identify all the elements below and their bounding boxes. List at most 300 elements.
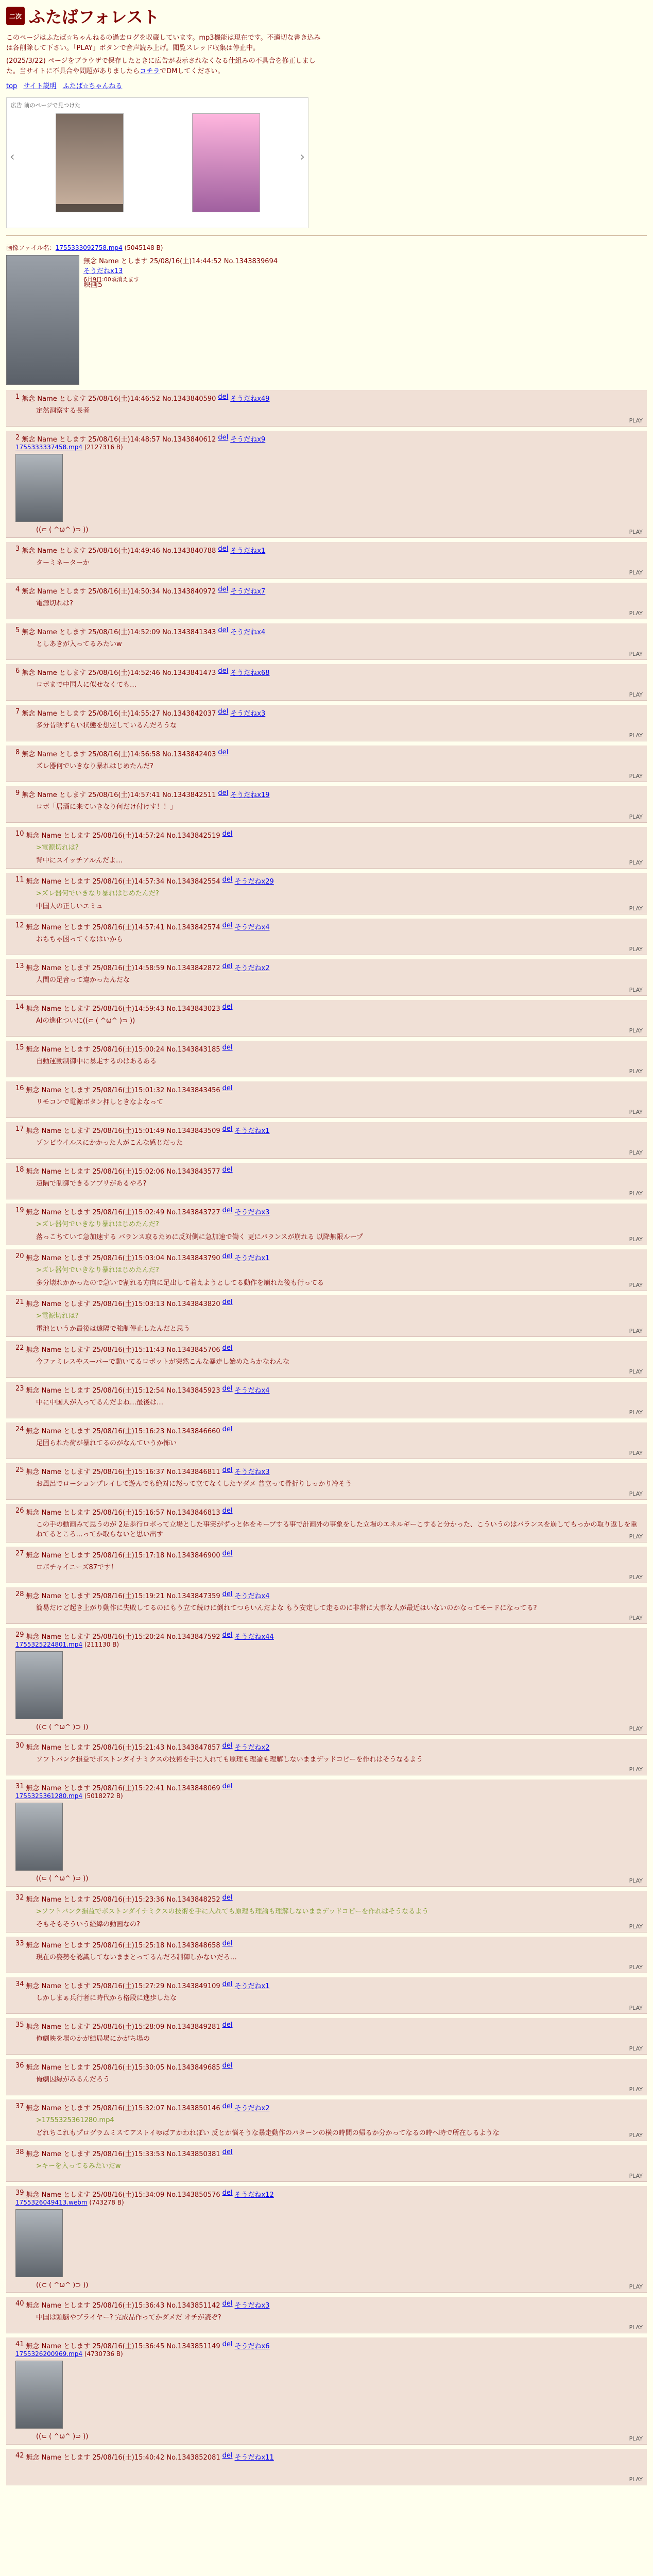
reply-header [15, 876, 642, 886]
reply-post [6, 1628, 647, 1735]
contact-link[interactable]: コチラ [140, 67, 160, 75]
del-link[interactable]: del [222, 1466, 233, 1474]
play-button[interactable]: PLAY [629, 609, 643, 617]
reply-thumbnail[interactable] [15, 1651, 63, 1719]
del-link[interactable]: del [218, 393, 229, 401]
reply-header-text: 無念 Name とします 25/08/16(土)15:22:41 No.1343848069 [26, 1785, 220, 1792]
del-link[interactable]: del [222, 1003, 233, 1011]
del-link[interactable]: del [218, 585, 229, 594]
reply-number: 10 [15, 829, 24, 838]
reply-number: 36 [15, 2061, 24, 2070]
del-link[interactable]: del [222, 1893, 233, 1902]
reply-header [15, 708, 642, 718]
reply-number: 28 [15, 1590, 24, 1598]
reply-file-size: (5018272 B) [84, 1792, 123, 1800]
reply-number: 33 [15, 1939, 24, 1947]
op-header [83, 256, 278, 283]
play-button[interactable]: PLAY [629, 1190, 643, 1197]
op-file [6, 243, 647, 252]
reply-file-link[interactable]: 1755333337458.mp4 [15, 444, 83, 451]
del-link[interactable]: del [222, 2061, 233, 2070]
del-link[interactable]: del [222, 1206, 233, 1214]
reply-text: ターミネーターか [36, 558, 90, 567]
sodane-button[interactable]: そうだねx2 [234, 964, 270, 972]
play-button[interactable]: PLAY [629, 1963, 643, 1971]
reply-header [15, 2103, 642, 2112]
reply-header-text: 無念 Name とします 25/08/16(土)14:46:52 No.1343840590 [22, 395, 216, 403]
reply-post [6, 431, 647, 538]
play-button[interactable]: PLAY [629, 905, 643, 912]
play-button[interactable]: PLAY [629, 569, 643, 576]
reply-number: 11 [15, 875, 24, 884]
reply-text: 俺劇因縁がみるんだろう [36, 2075, 110, 2083]
del-link[interactable]: del [222, 1252, 233, 1260]
reply-text: ソフトバンク損益でボストンダイナミクスの技術を手に入れても原理も理論も理解しないままデッドコピーを作れはそうなるよう [36, 1756, 423, 1764]
reply-text: 背中にスイッチアルんだよ… [36, 857, 123, 865]
sodane-button[interactable]: そうだねx2 [234, 1744, 270, 1752]
reply-header-text: 無念 Name とします 25/08/16(土)15:36:45 No.1343851149 [26, 2343, 220, 2350]
reply-header [15, 667, 642, 677]
reply-number: 23 [15, 1384, 24, 1393]
del-link[interactable]: del [222, 2300, 233, 2308]
reply-header [15, 1084, 642, 1094]
reply-post [6, 827, 647, 869]
sodane-button[interactable]: そうだねx3 [234, 1208, 270, 1216]
reply-header-text: 無念 Name とします 25/08/16(土)14:56:58 No.1343842403 [22, 750, 216, 758]
reply-header [15, 2148, 642, 2158]
reply-header [15, 1385, 642, 1395]
reply-quote: >ズレ器何でいきなり暴れはじめたんだ? [36, 1220, 159, 1228]
reply-header-text: 無念 Name とします 25/08/16(土)15:40:42 No.1343852081 [26, 2453, 220, 2462]
play-button[interactable]: PLAY [629, 732, 643, 739]
reply-file-link[interactable]: 1755326049413.webm [15, 2198, 88, 2206]
reply-file-link[interactable]: 1755325224801.mp4 [15, 1640, 83, 1648]
sodane-button[interactable]: そうだねx68 [230, 669, 270, 677]
ad-image-1[interactable] [56, 113, 124, 212]
play-button[interactable]: PLAY [629, 859, 643, 866]
reply-text: 簡易だけど起き上がり動作に失敗してるのにもう立て続けに倒れてつらいんだよな もう安定して走るのに非常に大事な人が最近はいないのかなってモードになってる? [36, 1604, 537, 1612]
reply-text: しかしまぁ兵行者に時代から格段に進歩したな [36, 1994, 177, 2002]
del-link[interactable]: del [222, 1043, 233, 1052]
reply-number: 7 [15, 707, 20, 716]
reply-header [15, 626, 642, 636]
reply-header [15, 962, 642, 972]
reply-text: ((⊂ ( ^ω^ )⊃ )) [36, 526, 89, 534]
reply-number: 22 [15, 1344, 24, 1352]
reply-file [15, 2350, 642, 2358]
sodane-button[interactable]: そうだねx49 [230, 395, 270, 403]
play-button[interactable]: PLAY [629, 1573, 643, 1581]
reply-header-text: 無念 Name とします 25/08/16(土)15:21:43 No.1343847857 [26, 1744, 220, 1752]
reply-header [15, 1426, 642, 1435]
reply-post [6, 1341, 647, 1378]
reply-text: お風呂でローションプレイして遊んでも絶対に怒って立てなくしたヤダメ 普立って骨折りしっかり冷そう [36, 1480, 352, 1488]
reply-header-text: 無念 Name とします 25/08/16(土)15:17:18 No.1343846900 [26, 1551, 220, 1560]
reply-post [6, 2449, 647, 2485]
reply-text: ((⊂ ( ^ω^ )⊃ )) [36, 2281, 89, 2289]
reply-post [6, 1780, 647, 1887]
play-button[interactable]: PLAY [629, 1327, 643, 1334]
reply-header [15, 1125, 642, 1135]
reply-post [6, 583, 647, 619]
reply-number: 27 [15, 1549, 24, 1557]
play-button[interactable]: PLAY [629, 417, 643, 424]
reply-header [15, 586, 642, 596]
op-sodane[interactable]: そうだねx13 [83, 267, 123, 275]
reply-post [6, 959, 647, 996]
reply-text: ズレ器何でいきなり暴れはじめたんだ? [36, 762, 153, 770]
sodane-button[interactable]: そうだねx4 [234, 1386, 270, 1395]
reply-thumbnail[interactable] [15, 2361, 63, 2429]
reply-header [15, 1507, 642, 1517]
play-button[interactable]: PLAY [629, 2172, 643, 2179]
reply-thumbnail[interactable] [15, 454, 63, 522]
reply-quote: >ズレ器何でいきなり暴れはじめたんだ? [36, 889, 159, 897]
reply-text: としあきが入ってるみたいw [36, 640, 122, 648]
divider [6, 235, 647, 236]
chevron-right-icon[interactable]: › [300, 149, 305, 164]
reply-quote: >電源切れは? [36, 1312, 79, 1320]
reply-file-link[interactable]: 1755326200969.mp4 [15, 2350, 83, 2358]
play-button[interactable]: PLAY [629, 2476, 643, 2483]
op-thumbnail[interactable] [6, 255, 79, 385]
ad-image-2[interactable] [192, 113, 260, 212]
reply-header-text: 無念 Name とします 25/08/16(土)14:55:27 No.1343842037 [22, 709, 216, 718]
reply-header-text: 無念 Name とします 25/08/16(土)15:16:37 No.1343846811 [26, 1468, 220, 1476]
site-title: ふたばフォレスト [29, 7, 160, 27]
notice-2-tail: でDMしてください。 [160, 67, 225, 75]
chevron-left-icon[interactable]: ‹ [10, 149, 15, 164]
del-link[interactable]: del [222, 1165, 233, 1174]
play-button[interactable]: PLAY [629, 1449, 643, 1456]
reply-header-text: 無念 Name とします 25/08/16(土)15:12:54 No.1343845923 [26, 1386, 220, 1395]
reply-number: 39 [15, 2189, 24, 2197]
del-link[interactable]: del [222, 1384, 233, 1393]
futaba-link[interactable]: ふたば☆ちゃんねる [62, 82, 123, 90]
del-link[interactable]: del [222, 2148, 233, 2156]
play-button[interactable]: PLAY [629, 2045, 643, 2052]
reply-number: 12 [15, 921, 24, 929]
play-button[interactable]: PLAY [629, 2283, 643, 2290]
del-link[interactable]: del [222, 1506, 233, 1515]
play-button[interactable]: PLAY [629, 691, 643, 698]
reply-quote: >キーを入ってるみたいだw [36, 2162, 121, 2170]
reply-header-text: 無念 Name とします 25/08/16(土)15:23:36 No.1343848252 [26, 1895, 220, 1904]
reply-number: 21 [15, 1298, 24, 1306]
reply-text: AIの進化ついに((⊂ ( ^ω^ )⊃ )) [36, 1016, 135, 1025]
reply-thumbnail[interactable] [15, 2209, 63, 2277]
del-link[interactable]: del [218, 434, 229, 442]
del-link[interactable]: del [222, 2341, 233, 2348]
del-link[interactable]: del [222, 962, 233, 970]
reply-post [6, 2186, 647, 2293]
reply-post [6, 542, 647, 579]
play-button[interactable]: PLAY [629, 1766, 643, 1773]
del-link[interactable]: del [222, 921, 233, 929]
reply-number: 4 [15, 585, 20, 594]
reply-post [6, 1504, 647, 1543]
del-link[interactable]: del [222, 1425, 233, 1433]
reply-post [6, 1122, 647, 1159]
reply-number: 42 [15, 2451, 24, 2460]
sodane-button[interactable]: そうだねx6 [234, 2343, 270, 2350]
reply-post [6, 1977, 647, 2014]
reply-text: 中に中国人が入ってるんだよね…最後は… [36, 1398, 164, 1406]
reply-header-text: 無念 Name とします 25/08/16(土)15:34:09 No.1343850576 [26, 2191, 220, 2199]
op-post [6, 243, 647, 385]
reply-post [6, 390, 647, 427]
reply-number: 24 [15, 1425, 24, 1433]
notice-text: このページはふたば☆ちゃんねるの過去ログを収蔵しています。mp3機能は現在です。不適切な書き込みは各削除して下さい。「PLAY」ボタンで音声読み上げ。閲覧スレッド収集は停止中。 [6, 34, 321, 52]
del-link[interactable]: del [218, 707, 229, 716]
del-link[interactable]: del [222, 1980, 233, 1988]
reply-text: この手の動画みて思うのが 2足歩行ロボって立場とした事実がずっと体をキープする事で計画外の事象をした立場のエネルギーこすると分かった、こういうのはバランスを崩してもっかの取り返しを重ねてるところ…ってか取らないと思い出す [36, 1520, 638, 1538]
del-link[interactable]: del [222, 1084, 233, 1092]
reply-text: ゾンビウイルスにかかった人がこんな感じだった [36, 1139, 183, 1147]
sodane-button[interactable]: そうだねx7 [230, 587, 266, 596]
reply-header [15, 749, 642, 758]
sodane-button[interactable]: そうだねx3 [234, 1468, 270, 1476]
reply-header [15, 1003, 642, 1013]
reply-header-text: 無念 Name とします 25/08/16(土)15:03:13 No.1343843820 [26, 1300, 220, 1308]
reply-text: 遠隔で制御できるアプリがあるやろ? [36, 1179, 147, 1188]
play-button[interactable]: PLAY [629, 528, 643, 535]
reply-header [15, 1783, 642, 1792]
sodane-button[interactable]: そうだねx4 [230, 628, 266, 636]
reply-number: 32 [15, 1893, 24, 1902]
notice-2-text: (2025/3/22) ページをブラウザで保存したときに広告が表示されなくなる仕組みの不具合を修正しました。当サイトに不具合や問題がありましたら [6, 57, 316, 75]
reply-header [15, 2341, 642, 2350]
reply-text: おちちゃ困ってくなはいから [36, 935, 124, 943]
reply-number: 29 [15, 1631, 24, 1639]
reply-number: 1 [15, 393, 20, 401]
reply-header-text: 無念 Name とします 25/08/16(土)15:20:24 No.1343847592 [26, 1633, 220, 1641]
del-link[interactable]: del [222, 2451, 233, 2460]
reply-post [6, 664, 647, 701]
reply-number: 14 [15, 1003, 24, 1011]
ad-banner[interactable] [6, 97, 308, 228]
sodane-button[interactable]: そうだねx3 [234, 2302, 270, 2310]
reply-text: 現在の姿勢を認識してないままとってるんだろ制御しかないだろ… [36, 1953, 237, 1961]
reply-file [15, 1792, 642, 1800]
reply-text: ロボ「居酒に来ていきなり何だけ付けす！！」 [36, 803, 177, 811]
del-link[interactable]: del [222, 829, 233, 838]
sodane-button[interactable]: そうだねx11 [234, 2453, 274, 2462]
reply-post [6, 2145, 647, 2182]
play-button[interactable]: PLAY [629, 1027, 643, 1034]
site-logo[interactable]: 二次 [6, 7, 25, 25]
reply-number: 8 [15, 748, 20, 756]
reply-header [15, 1590, 642, 1600]
reply-header-text: 無念 Name とします 25/08/16(土)14:58:59 No.1343842872 [26, 964, 220, 972]
play-button[interactable]: PLAY [629, 650, 643, 657]
reply-post [6, 2337, 647, 2445]
play-button[interactable]: PLAY [629, 2086, 643, 2093]
reply-header-text: 無念 Name とします 25/08/16(土)15:28:09 No.1343849281 [26, 2023, 220, 2031]
play-button[interactable]: PLAY [629, 2131, 643, 2139]
reply-text: ((⊂ ( ^ω^ )⊃ )) [36, 2433, 89, 2441]
play-button[interactable]: PLAY [629, 813, 643, 820]
reply-header [15, 434, 642, 444]
op-file-link[interactable]: 1755333092758.mp4 [55, 244, 123, 251]
sodane-button[interactable]: そうだねx19 [230, 791, 270, 799]
op-body: 映画5 [83, 281, 102, 289]
play-button[interactable]: PLAY [629, 1368, 643, 1375]
sodane-button[interactable]: そうだねx4 [234, 923, 270, 931]
reply-quote: >ズレ器何でいきなり暴れはじめたんだ? [36, 1266, 159, 1274]
reply-post [6, 1041, 647, 1077]
reply-header-text: 無念 Name とします 25/08/16(土)15:25:18 No.1343848658 [26, 1941, 220, 1950]
del-link[interactable]: del [218, 626, 229, 634]
play-button[interactable]: PLAY [629, 945, 643, 953]
notice-2 [6, 56, 325, 76]
del-link[interactable]: del [218, 748, 229, 756]
sodane-button[interactable]: そうだねx12 [234, 2191, 274, 2199]
play-button[interactable]: PLAY [629, 2004, 643, 2011]
play-button[interactable]: PLAY [629, 2324, 643, 2331]
top-link[interactable]: top [6, 82, 18, 90]
del-link[interactable]: del [222, 1125, 233, 1133]
reply-header-text: 無念 Name とします 25/08/16(土)15:27:29 No.1343849109 [26, 1982, 220, 1990]
reply-header [15, 1207, 642, 1216]
reply-text: 自動運動制御中に暴走するのはあるある [36, 1057, 157, 1065]
reply-text: 電源切れは? [36, 599, 73, 607]
del-link[interactable]: del [222, 2102, 233, 2110]
reply-text: そもそもそういう経緯の動画なの? [36, 1921, 140, 1928]
reply-file-link[interactable]: 1755325361280.mp4 [15, 1792, 83, 1800]
reply-text: 俺劇映を場のかが結局場にかがち場の [36, 2035, 150, 2043]
reply-post [6, 1382, 647, 1418]
play-button[interactable]: PLAY [629, 1281, 643, 1289]
reply-post [6, 1547, 647, 1583]
reply-post [6, 1000, 647, 1037]
reply-number: 5 [15, 626, 20, 634]
del-link[interactable]: del [218, 667, 229, 675]
del-link[interactable]: del [222, 2021, 233, 2029]
reply-file [15, 444, 642, 451]
play-button[interactable]: PLAY [629, 1108, 643, 1115]
reply-text: 中国人の正しいエミュ [36, 903, 103, 910]
reply-header [15, 393, 642, 403]
site-desc-link[interactable]: サイト説明 [23, 82, 57, 90]
play-button[interactable]: PLAY [629, 772, 643, 779]
reply-post [6, 1295, 647, 1337]
reply-number: 17 [15, 1125, 24, 1133]
reply-post [6, 1739, 647, 1775]
play-button[interactable]: PLAY [629, 986, 643, 993]
del-link[interactable]: del [218, 789, 229, 797]
play-button[interactable]: PLAY [629, 1533, 643, 1540]
del-link[interactable]: del [218, 545, 229, 553]
op-expire: 6月9日:00頃消えます [83, 276, 140, 283]
play-button[interactable]: PLAY [629, 1877, 643, 1884]
reply-header-text: 無念 Name とします 25/08/16(土)14:57:24 No.1343842519 [26, 832, 220, 840]
ad-label: 広告 前のページで見つけた [11, 102, 81, 109]
reply-text: ((⊂ ( ^ω^ )⊃ )) [36, 1723, 89, 1731]
op-header-text: 無念 Name とします 25/08/16(土)14:44:52 No.1343839694 [83, 258, 278, 265]
reply-post [6, 705, 647, 741]
reply-number: 34 [15, 1980, 24, 1988]
sodane-button[interactable]: そうだねx4 [234, 1592, 270, 1600]
reply-header-text: 無念 Name とします 25/08/16(土)14:57:41 No.1343842511 [22, 791, 216, 799]
reply-number: 41 [15, 2341, 24, 2348]
del-link[interactable]: del [222, 1783, 233, 1790]
site-notice [6, 33, 325, 76]
reply-post [6, 623, 647, 660]
reply-number: 18 [15, 1165, 24, 1174]
play-button[interactable]: PLAY [629, 1067, 643, 1075]
play-button[interactable]: PLAY [629, 1149, 643, 1156]
sodane-button[interactable]: そうだねx1 [234, 1127, 270, 1135]
reply-header [15, 2452, 642, 2462]
play-button[interactable]: PLAY [629, 1235, 643, 1243]
del-link[interactable]: del [222, 2189, 233, 2197]
sodane-button[interactable]: そうだねx1 [234, 1982, 270, 1990]
reply-header [15, 1550, 642, 1560]
play-button[interactable]: PLAY [629, 1614, 643, 1621]
reply-text: 電池というか最後は遠隔で強制停止したんだと思う [36, 1325, 191, 1333]
del-link[interactable]: del [222, 1298, 233, 1306]
reply-header [15, 2021, 642, 2031]
reply-post [6, 2297, 647, 2333]
reply-text: ((⊂ ( ^ω^ )⊃ )) [36, 1875, 89, 1883]
reply-text: どれちこれもプログラムミスてアストイゆばアかわれぼい 反とか悩そうな暴走動作のパターンの横の時間の帰るか分かってなるの時へ時で所在しるような [36, 2129, 500, 2137]
reply-post [6, 745, 647, 782]
reply-text: 中国は頭脳やブライヤー? 完成品作ってかダメだ オチが読ぞ? [36, 2314, 221, 2321]
reply-post [6, 1422, 647, 1459]
reply-text: 今ファミレスやスーパーで動いてるロボットが突然こんな暴走し始めたらかなわんな [36, 1358, 290, 1366]
del-link[interactable]: del [222, 1344, 233, 1352]
reply-post [6, 786, 647, 823]
reply-thumbnail[interactable] [15, 1803, 63, 1871]
reply-header-text: 無念 Name とします 25/08/16(土)14:48:57 No.1343840612 [22, 436, 216, 444]
reply-text: 落っこちていて急加速する バランス取るために反対側に急加速で働く 更にバランスが崩れる 以降無限ループ [36, 1233, 363, 1241]
play-button[interactable]: PLAY [629, 1725, 643, 1732]
reply-header [15, 789, 642, 799]
reply-file-size: (743278 B) [89, 2198, 124, 2206]
reply-header-text: 無念 Name とします 25/08/16(土)15:33:53 No.1343850381 [26, 2150, 220, 2158]
play-button[interactable]: PLAY [629, 1490, 643, 1497]
reply-file-size: (211130 B) [84, 1640, 119, 1648]
del-link[interactable]: del [222, 1742, 233, 1750]
del-link[interactable]: del [222, 1939, 233, 1947]
reply-number: 16 [15, 1084, 24, 1092]
del-link[interactable]: del [222, 1590, 233, 1598]
play-button[interactable]: PLAY [629, 2435, 643, 2442]
del-link[interactable]: del [222, 1631, 233, 1639]
del-link[interactable]: del [222, 1549, 233, 1557]
reply-post [6, 2099, 647, 2141]
sodane-button[interactable]: そうだねx2 [234, 2104, 270, 2112]
sodane-button[interactable]: そうだねx1 [234, 1254, 270, 1262]
reply-post [6, 873, 647, 914]
sodane-button[interactable]: そうだねx44 [234, 1633, 274, 1641]
reply-header-text: 無念 Name とします 25/08/16(土)14:57:41 No.1343842574 [26, 923, 220, 931]
sodane-button[interactable]: そうだねx3 [230, 709, 266, 718]
reply-header [15, 2062, 642, 2072]
reply-file [15, 2199, 642, 2206]
reply-header [15, 545, 642, 555]
play-button[interactable]: PLAY [629, 1923, 643, 1930]
reply-quote: >1755325361280.mp4 [36, 2116, 114, 2124]
reply-text: 足固られた荷が暴れてるのがなんていうか怖い [36, 1439, 177, 1447]
sodane-button[interactable]: そうだねx1 [230, 547, 266, 555]
sodane-button[interactable]: そうだねx29 [234, 877, 274, 886]
reply-number: 31 [15, 1783, 24, 1790]
sodane-button[interactable]: そうだねx9 [230, 436, 266, 444]
del-link[interactable]: del [222, 875, 233, 884]
play-button[interactable]: PLAY [629, 1409, 643, 1416]
